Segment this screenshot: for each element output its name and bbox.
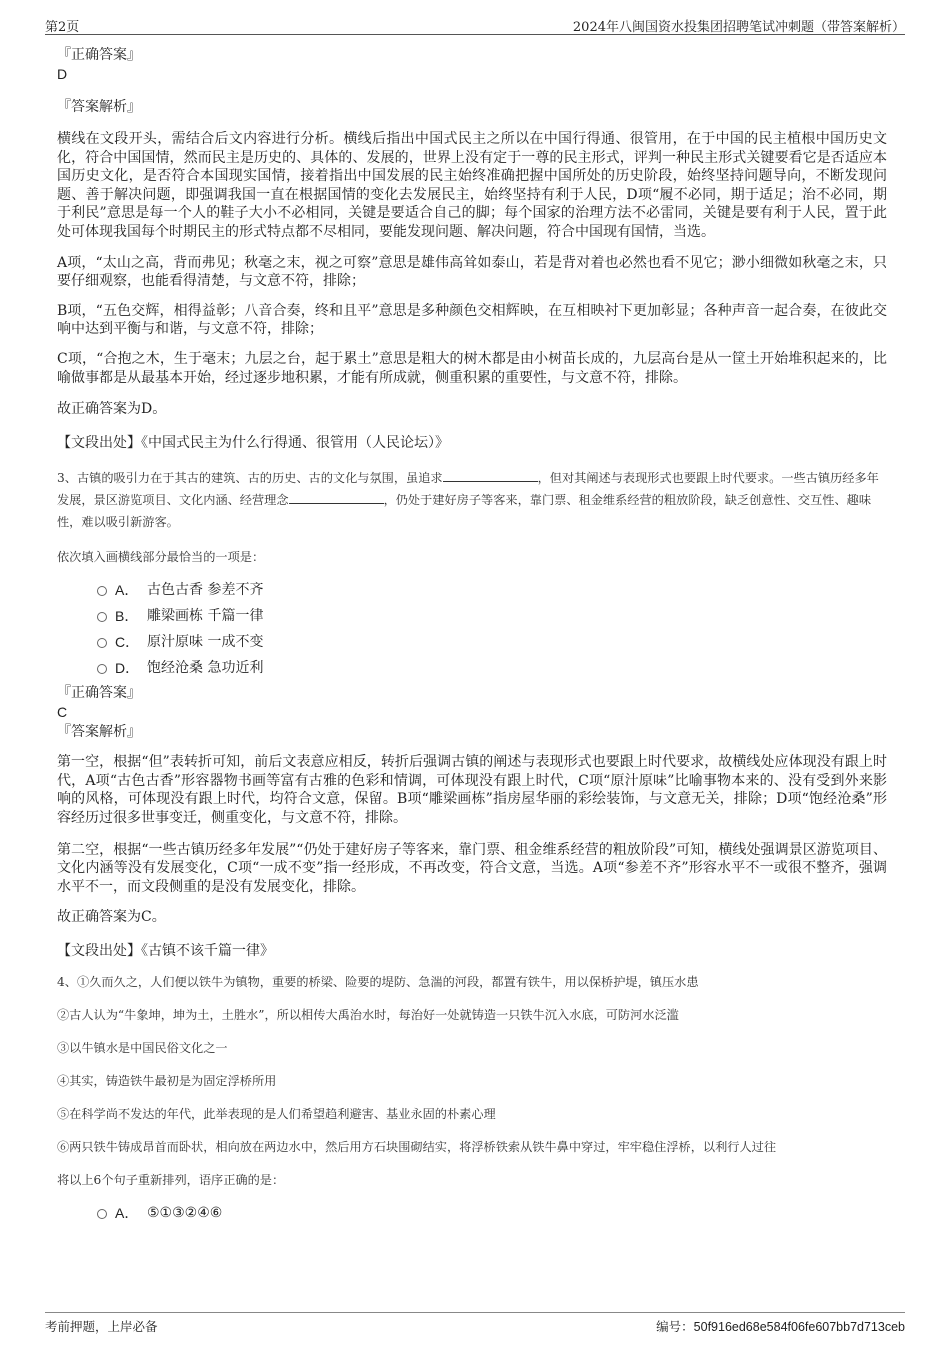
code-value: 50f916ed68e584f06fe607bb7d713ceb [693,1320,905,1334]
q3-stem-part-3: ，仍处于建好房子等客来，靠门票、租金维系经营的粗放阶段，缺乏创意性、交互性、趣味性，难以吸引新游客。 [57,493,872,530]
q3-stem-part-1: 3、古镇的吸引力在于其古的建筑、古的历史、古的文化与氛围，虽追求 [57,471,443,486]
option-label: A． [115,582,139,599]
page-content [57,46,887,1226]
option-label: D． [115,660,140,677]
q3-blank-2 [289,491,384,504]
q3-answer: C [57,704,68,721]
radio-button[interactable] [97,586,107,596]
q2-analysis-option-c: C项，“合抱之木，生于毫末；九层之台，起于累土”意思是粗大的树木都是由小树苗长成的，九层高台是从一筐土开始堆积起来的，比喻做事都是从最基本开始，经过逐步地积累，才能有所成就，侧重积累的重要性，与文意不符，排除。 [57,350,887,386]
page-footer [45,1312,905,1335]
page-number: 第2页 [45,20,80,35]
option-label: C． [115,634,140,651]
q4-sentence-2: ②古人认为“牛象坤，坤为土，土胜水”，所以相传大禹治水时，每治好一处就铸造一只铁牛沉入水底，可防河水泛滥 [57,1008,679,1023]
q3-conclusion: 故正确答案为C。 [57,909,166,926]
q4-sentence-6: ⑥两只铁牛铸成昂首而卧状，相向放在两边水中，然后用方石块围砌结实，将浮桥铁索从铁牛鼻中穿过，牢牢稳住浮桥，以利行人过往 [57,1140,777,1155]
q3-option-d[interactable] [57,655,887,681]
q2-analysis-option-a: A项，“太山之高，背而弗见；秋毫之末，视之可察”意思是雄伟高耸如泰山，若是背对着也必然也看不见它；渺小细微如秋毫之末，只要仔细观察，也能看得清楚，与文意不符，排除； [57,254,887,290]
option-text: 古色古香 参差不齐 [147,582,264,599]
page-header [45,12,905,35]
option-text: 饱经沧桑 急功近利 [147,660,264,677]
q2-source: 【文段出处】《中国式民主为什么行得通、很管用（人民论坛）》 [57,435,449,452]
q4-option-a[interactable] [57,1200,887,1226]
q4-sentence-3: ③以牛镇水是中国民俗文化之一 [57,1041,228,1056]
q2-answer-heading: 『正确答案』 [57,47,141,63]
q3-option-c[interactable] [57,629,887,655]
q3-option-b[interactable] [57,603,887,629]
document-code [656,1317,905,1335]
q2-analysis-option-b: B项，“五色交辉，相得益彰；八音合奏，终和且平”意思是多种颜色交相辉映，在互相映衬下更加彰显；各种声音一起合奏，在彼此交响中达到平衡与和谐，与文意不符，排除； [57,302,887,338]
q2-analysis-heading: 『答案解析』 [57,99,141,115]
footer-slogan: 考前押题，上岸必备 [45,1319,158,1334]
q3-stem [57,467,887,533]
q3-blank-1 [443,469,538,482]
option-text: 原汁原味 一成不变 [147,634,264,651]
q3-source: 【文段出处】《古镇不该千篇一律》 [57,943,274,960]
option-text: 雕梁画栋 千篇一律 [147,608,264,625]
q3-analysis-heading: 『答案解析』 [57,724,141,741]
radio-button[interactable] [97,1209,107,1219]
q3-answer-heading: 『正确答案』 [57,685,141,702]
radio-button[interactable] [97,612,107,622]
radio-button[interactable] [97,638,107,648]
q3-analysis-p2: 第二空，根据“一些古镇历经多年发展”“仍处于建好房子等客来，靠门票、租金维系经营的粗放阶段”可知，横线处强调景区游览项目、文化内涵等没有发展变化，C项“一成不变”指一经形成，不再改变，符合文意，当选。A项“参差不齐”形容水平不一或很不整齐，强调水平不一，而文段侧重的是没有发展变化，排除。 [57,841,887,895]
radio-button[interactable] [97,664,107,674]
q4-options [57,1200,887,1226]
q4-sentence-1: 4、①久而久之，人们便以铁牛为镇物，重要的桥梁、险要的堤防、急湍的河段，都置有铁牛，用以保桥护堤，镇压水患 [57,975,699,990]
code-label: 编号： [656,1319,694,1334]
q3-option-a[interactable] [57,577,887,603]
option-label: A． [115,1205,139,1222]
q2-answer: D [57,66,68,82]
q3-stem-part-2: ，但对其阐述与表现形式也要跟上时代要求。一些古镇历经多年发展，景区游览项目、文化内涵、经营理念 [57,471,879,508]
document-title: 2024年八闽国资水投集团招聘笔试冲刺题（带答案解析） [572,20,905,35]
q2-conclusion: 故正确答案为D。 [57,401,167,418]
q3-prompt: 依次填入画横线部分最恰当的一项是： [57,550,265,565]
q4-sentence-5: ⑤在科学尚不发达的年代，此举表现的是人们希望趋利避害、基业永固的朴素心理 [57,1107,496,1122]
q3-options [57,577,887,681]
q4-prompt: 将以上6个句子重新排列，语序正确的是： [57,1173,285,1188]
q3-analysis-p1: 第一空，根据“但”表转折可知，前后文表意应相反，转折后强调古镇的阐述与表现形式也要跟上时代要求，故横线处应体现没有跟上时代，A项“古色古香”形容器物书画等富有古雅的色彩和情调，可体现没有跟上时代，C项“原汁原味”比喻事物本来的、没有受到外来影响的风格，可体现没有跟上时代，均符合文意，保留。B项“雕梁画栋”指房屋华丽的彩绘装饰，与文意无关，排除；D项“饱经沧桑”形容经历过很多世事变迁，侧重变化，与文意不符，排除。 [57,754,887,826]
q4-sentence-4: ④其实，铸造铁牛最初是为固定浮桥所用 [57,1074,277,1089]
q2-analysis-p1: 横线在文段开头，需结合后文内容进行分析。横线后指出中国式民主之所以在中国行得通、很管用，在于中国的民主植根中国历史文化，符合中国国情，然而民主是历史的、具体的、发展的，世界上没有定于一尊的民主形式，评判一种民主形式关键要看它是否适应本国历史文化，是否符合本国现实国情，接着指出中国发展的民主始终准确把握中国所处的历史阶段，始终坚持问题导向，不断发现问题、善于解决问题，即强调我国一直在根据国情的变化去发展民主，始终坚持有利于人民，D项“履不必同，期于适足；治不必同，期于利民”意思是每一个人的鞋子大小不必相同，关键是要适合自己的脚；每个国家的治理方法不必雷同，关键是要有利于人民，置于此处可体现我国每个时期民主的形式特点都不尽相同，要能发现问题、解决问题，符合中国现有国情，当选。 [57,131,887,240]
option-label: B． [115,608,139,625]
option-text: ⑤①③②④⑥ [147,1205,223,1222]
